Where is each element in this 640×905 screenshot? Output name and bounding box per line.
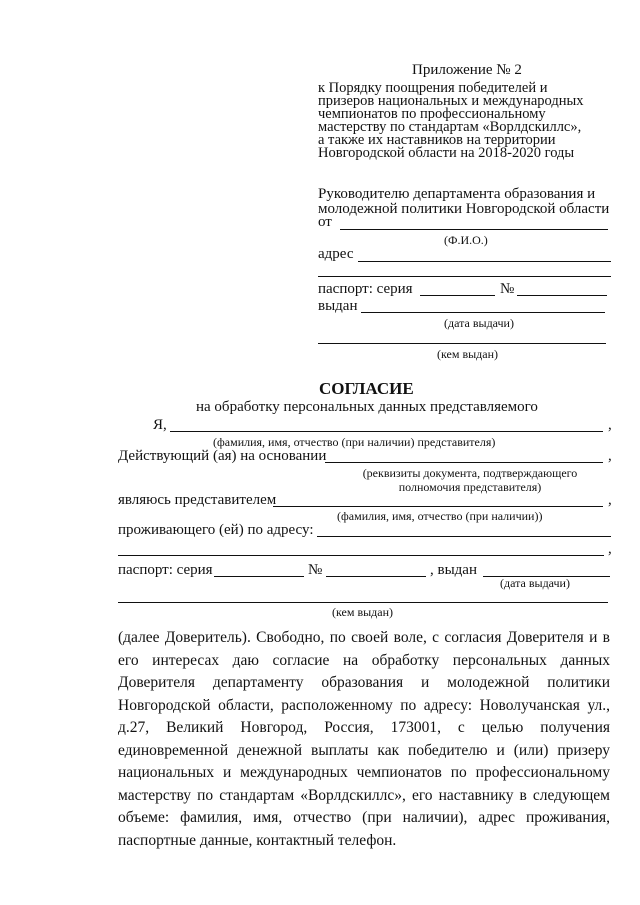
document-caption bbox=[330, 466, 610, 494]
issued-field[interactable] bbox=[361, 312, 605, 313]
passport-series-label: паспорт: серия bbox=[318, 281, 413, 297]
form-issued-label: , выдан bbox=[430, 562, 477, 578]
addressee-line: Руководителю департамента образования и bbox=[318, 186, 596, 202]
annex-line: к Порядку поощрения победителей и bbox=[318, 80, 548, 96]
form-passport-series-label: паспорт: серия bbox=[118, 562, 213, 578]
form-issue-date-caption: (дата выдачи) bbox=[500, 576, 570, 590]
addressee bbox=[318, 187, 618, 217]
annex-reference bbox=[318, 82, 618, 160]
annex-line: призеров национальных и международных bbox=[318, 93, 584, 109]
comma: , bbox=[608, 492, 612, 508]
passport-number-sign: № bbox=[500, 281, 515, 297]
residing-label: проживающего (ей) по адресу: bbox=[118, 522, 314, 538]
address-field[interactable] bbox=[358, 261, 611, 262]
residence-address-field-line2[interactable] bbox=[118, 555, 604, 556]
address-field-line2[interactable] bbox=[318, 276, 611, 277]
comma: , bbox=[608, 417, 612, 433]
comma: , bbox=[608, 448, 612, 464]
issued-label: выдан bbox=[318, 298, 358, 314]
issue-date-caption: (дата выдачи) bbox=[444, 316, 514, 330]
authority-document-field[interactable] bbox=[325, 462, 603, 463]
form-passport-number-sign: № bbox=[308, 562, 323, 578]
form-passport-number-field[interactable] bbox=[326, 576, 426, 577]
document-caption-line: (реквизиты документа, подтверждающего bbox=[362, 466, 578, 480]
residence-address-field[interactable] bbox=[317, 536, 611, 537]
addressee-line: молодежной политики Новгородской области bbox=[318, 201, 610, 217]
represented-name-field[interactable] bbox=[273, 506, 603, 507]
i-label: Я, bbox=[153, 417, 167, 433]
fio-caption: (Ф.И.О.) bbox=[444, 233, 488, 247]
passport-series-field[interactable] bbox=[420, 295, 495, 296]
annex-line: Новгородской области на 2018-2020 годы bbox=[318, 145, 575, 161]
from-label: от bbox=[318, 214, 332, 230]
issued-by-field[interactable] bbox=[318, 343, 606, 344]
address-label: адрес bbox=[318, 246, 354, 262]
representative-name-field[interactable] bbox=[170, 431, 603, 432]
comma: , bbox=[608, 541, 612, 557]
annex-line: мастерству по стандартам «Ворлдскиллс», bbox=[318, 119, 582, 135]
form-passport-series-field[interactable] bbox=[214, 576, 304, 577]
form-issued-by-caption: (кем выдан) bbox=[332, 605, 394, 619]
document-title: СОГЛАСИЕ bbox=[319, 379, 414, 398]
document-caption-line: полномочия представителя) bbox=[398, 480, 542, 494]
form-issued-by-field[interactable] bbox=[118, 602, 608, 603]
represented-label: являюсь представителем bbox=[118, 492, 277, 508]
consent-body: (далее Доверитель). Свободно, по своей воле, с согласия Доверителя и в его интересах даю согласие на обработку персональных данных Доверителя департаменту образования и молодежной политики Новгородской области, расположенному по адресу: Новолучанская ул., д.27, Великий Новгород, Россия, 173001, с целью получения единовременной денежной выплаты как победителю и (или) призеру национальных и международных чемпионатов по профессиональному мастерству по стандартам «Ворлдскиллс», его наставнику в следующем объеме: фамилия, имя, отчество (при наличии), адрес проживания, паспортные данные, контактный телефон. bbox=[118, 629, 610, 849]
annex-line: чемпионатов по профессиональному bbox=[318, 106, 546, 122]
from-fio-field[interactable] bbox=[340, 229, 608, 230]
passport-number-field[interactable] bbox=[517, 295, 607, 296]
document-subtitle: на обработку персональных данных представляемого bbox=[196, 399, 538, 415]
annex-line: а также их наставников на территории bbox=[318, 132, 556, 148]
issued-by-caption: (кем выдан) bbox=[437, 347, 499, 361]
acting-label: Действующий (ая) на основании bbox=[118, 448, 327, 464]
person-caption: (фамилия, имя, отчество (при наличии)) bbox=[337, 509, 543, 523]
annex-title: Приложение № 2 bbox=[412, 62, 522, 78]
representative-caption: (фамилия, имя, отчество (при наличии) представителя) bbox=[213, 435, 496, 449]
